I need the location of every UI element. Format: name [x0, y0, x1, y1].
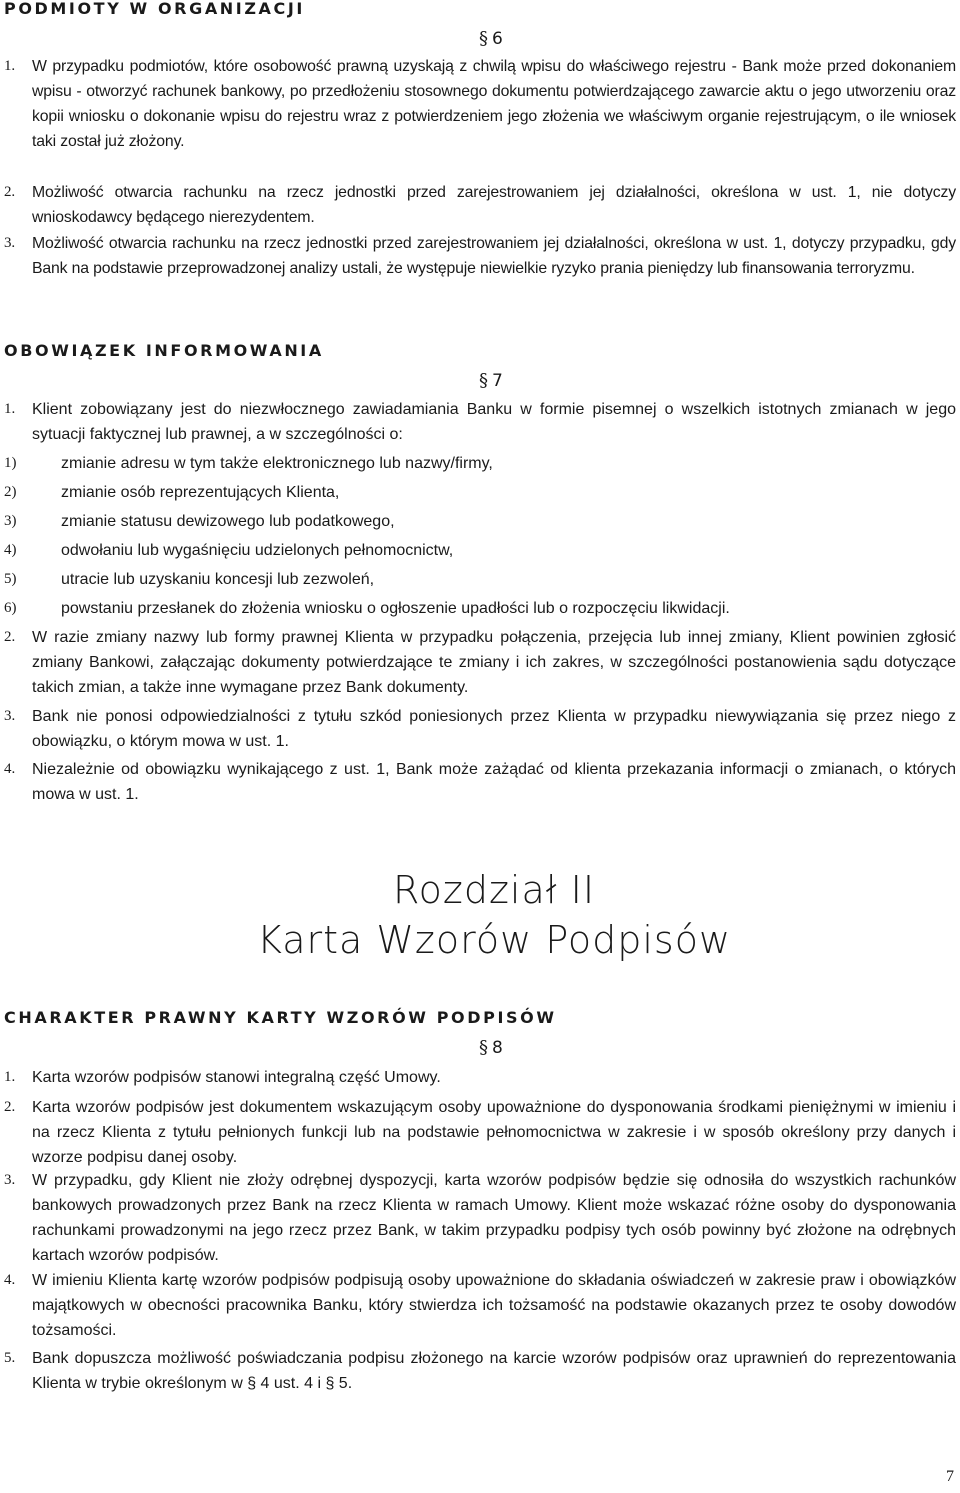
- paragraph-number-8: [479, 1037, 503, 1058]
- sub-item-number: 5): [4, 571, 17, 587]
- sub-item-text: powstaniu przesłanek do złożenia wniosku o ogłoszenie upadłości lub o rozpoczęciu likwidacji.: [61, 600, 730, 617]
- sub-list-item: [4, 480, 934, 505]
- item-number: 3.: [4, 1172, 16, 1188]
- sub-item-text: zmianie statusu dewizowego lub podatkowego,: [61, 513, 395, 530]
- item-number: 2.: [4, 629, 16, 645]
- item-text: W przypadku podmiotów, które osobowość prawną uzyskają z chwilą wpisu do właściwego rejestru - Bank może przed dokonaniem wpisu - otworzyć rachunek bankowy, po przedłożeniu stosownego dokumentu potwierdzającego zawarcie aktu o jego utworzeniu oraz kopii wniosku o dokonanie wpisu do rejestru wraz z potwierdzeniem jego złożenia we właściwym organie rejestrującym, o ile wniosek taki został już złożony.: [32, 58, 956, 150]
- sub-item-text: utracie lub uzyskaniu koncesji lub zezwoleń,: [61, 571, 375, 588]
- list-item: [4, 180, 956, 230]
- paragraph-number: 6: [492, 29, 503, 49]
- list-item: [4, 704, 956, 754]
- list-item: [4, 231, 956, 281]
- list-item: [4, 625, 956, 700]
- item-number: 4.: [4, 761, 16, 777]
- sub-item-text: zmianie adresu w tym także elektronicznego lub nazwy/firmy,: [61, 455, 493, 472]
- sub-item-number: 1): [4, 455, 17, 471]
- paragraph-number: 7: [492, 371, 503, 391]
- list-item: [4, 54, 956, 154]
- item-text: Bank nie ponosi odpowiedzialności z tytułu szkód poniesionych przez Klienta w przypadku niewywiązania się przez niego z obowiązku, o którym mowa w ust. 1.: [32, 708, 956, 750]
- sub-item-number: 3): [4, 513, 17, 529]
- section-heading-obowiazek: OBOWIĄZEK INFORMOWANIA: [4, 341, 324, 360]
- sub-item-number: 4): [4, 542, 17, 558]
- sub-list-item: [4, 509, 934, 534]
- sub-list-item: [4, 596, 934, 621]
- list-item: [4, 1168, 956, 1268]
- item-number: 4.: [4, 1272, 16, 1288]
- chapter-number: Rozdział II: [392, 868, 596, 912]
- item-number: 2.: [4, 1099, 16, 1115]
- section-heading-podmioty: PODMIOTY W ORGANIZACJI: [4, 0, 305, 18]
- item-text: Bank dopuszcza możliwość poświadczania podpisu złożonego na karcie wzorów podpisów oraz uprawnień do reprezentowania Klienta w trybie określonym w § 4 ust. 4 i § 5.: [32, 1350, 956, 1392]
- item-text: W przypadku, gdy Klient nie złoży odrębnej dyspozycji, karta wzorów podpisów będzie się odnosiła do wszystkich rachunków bankowych prowadzonych przez Bank na rzecz Klienta w ramach Umowy. Klient może wskazać różne osoby do dysponowania rachunkami prowadzonymi na jego rzecz przez Bank, w takim przypadku podpisy tych osób powinny być złożone na odrębnych kartach wzorów podpisów.: [32, 1172, 956, 1264]
- sub-list-item: [4, 538, 934, 563]
- sub-item-text: zmianie osób reprezentujących Klienta,: [61, 484, 340, 501]
- sub-item-text: odwołaniu lub wygaśnięciu udzielonych pełnomocnictw,: [61, 542, 454, 559]
- paragraph-number-6: [479, 28, 503, 49]
- item-text: Możliwość otwarcia rachunku na rzecz jednostki przed zarejestrowaniem jej działalności, określona w ust. 1, nie dotyczy wnioskodawcy będącego nierezydentem.: [32, 184, 956, 226]
- list-item: [4, 397, 956, 447]
- paragraph-sign: §: [479, 370, 488, 391]
- item-number: 5.: [4, 1350, 16, 1366]
- item-text: Możliwość otwarcia rachunku na rzecz jednostki przed zarejestrowaniem jej działalności, określona w ust. 1, dotyczy przypadku, gdy Bank na podstawie przeprowadzonej analizy ustali, że występuje niewielkie ryzyko prania pieniędzy lub finansowania terroryzmu.: [32, 235, 956, 277]
- item-number: 2.: [4, 184, 15, 200]
- item-text: Karta wzorów podpisów stanowi integralną część Umowy.: [32, 1069, 441, 1086]
- item-number: 1.: [4, 58, 15, 74]
- item-text: Karta wzorów podpisów jest dokumentem wskazującym osoby upoważnione do dysponowania środkami pieniężnymi w imieniu i na rzecz Klienta z tytułu pełnionych funkcji lub na podstawie pełnomocnictwa w zakresie i w sposób określony przy danych i wzorze podpisu danej osoby.: [32, 1099, 956, 1166]
- sub-list-item: [4, 567, 934, 592]
- paragraph-sign: §: [479, 28, 488, 49]
- item-number: 1.: [4, 1069, 16, 1085]
- paragraph-sign: §: [479, 1037, 488, 1058]
- list-item: [4, 1268, 956, 1343]
- sub-item-number: 6): [4, 600, 17, 616]
- list-item: [4, 757, 956, 807]
- item-text: W imieniu Klienta kartę wzorów podpisów podpisują osoby upoważnione do składania oświadczeń w zakresie praw i obowiązków majątkowych w obecności pracownika Banku, który stwierdza ich tożsamość na podstawie okazanych przez te osoby dowodów tożsamości.: [32, 1272, 956, 1339]
- sub-item-number: 2): [4, 484, 17, 500]
- item-number: 3.: [4, 235, 15, 251]
- sub-list-item: [4, 451, 934, 476]
- list-item: [4, 1065, 956, 1090]
- section-heading-charakter: CHARAKTER PRAWNY KARTY WZORÓW PODPISÓW: [4, 1008, 557, 1027]
- paragraph-number: 8: [492, 1038, 503, 1058]
- item-text: Niezależnie od obowiązku wynikającego z ust. 1, Bank może zażądać od klienta przekazania informacji o zmianach, o których mowa w ust. 1.: [32, 761, 956, 803]
- list-item: [4, 1095, 956, 1170]
- item-text: W razie zmiany nazwy lub formy prawnej Klienta w przypadku połączenia, przejęcia lub innej zmiany, Klient powinien zgłosić zmiany Bankowi, załączając dokumenty potwierdzające te zmiany i ich zakres, w szczególności postanowienia sądu dotyczące takich zmian, a także inne wymagane przez Bank dokumenty.: [32, 629, 956, 696]
- item-number: 3.: [4, 708, 16, 724]
- chapter-title: Karta Wzorów Podpisów: [256, 918, 732, 962]
- item-text: Klient zobowiązany jest do niezwłocznego zawiadamiania Banku w formie pisemnej o wszelkich istotnych zmianach w jego sytuacji faktycznej lub prawnej, a w szczególności o:: [32, 401, 956, 443]
- paragraph-number-7: [479, 370, 503, 391]
- page-number: 7: [946, 1468, 954, 1485]
- item-number: 1.: [4, 401, 16, 417]
- list-item: [4, 1346, 956, 1396]
